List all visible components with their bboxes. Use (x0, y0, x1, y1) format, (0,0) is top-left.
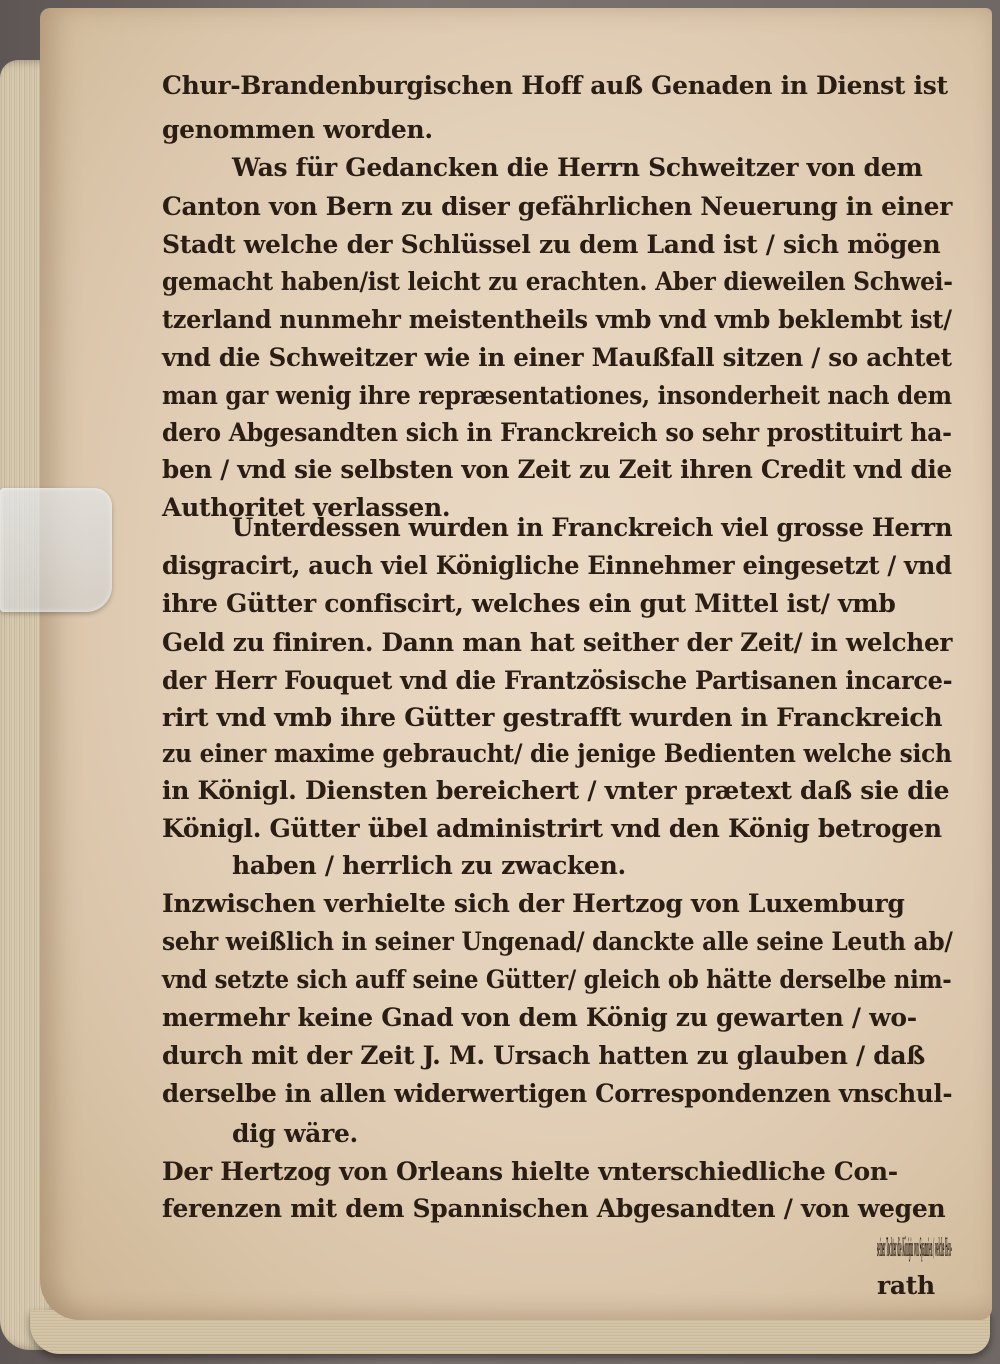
text-line: ben / vnd sie selbsten von Zeit zu Zeit ihren Credit vnd die (162, 455, 952, 484)
text-line: gemacht haben/ist leicht zu erachten. Aber dieweilen Schwei- (162, 267, 953, 296)
text-line: disgracirt, auch viel Königliche Einnehmer eingesetzt / vnd (162, 551, 952, 580)
text-line: Geld zu finiren. Dann man hat seither der Zeit/ in welcher (162, 628, 953, 657)
text-line: Was für Gedancken die Herrn Schweitzer von dem (232, 153, 923, 182)
text-line: haben / herrlich zu zwacken. (232, 851, 626, 880)
text-line: Stadt welche der Schlüssel zu dem Land ist / sich mögen (162, 230, 941, 259)
text-line: derselbe in allen widerwertigen Correspondenzen vnschul- (162, 1079, 953, 1108)
text-line: sehr weißlich in seiner Ungenad/ danckte alle seine Leuth ab/ (162, 927, 953, 956)
text-line: mermehr keine Gnad von dem König zu gewarten / wo- (162, 1003, 917, 1032)
text-line: vnd setzte sich auff seine Gütter/ gleich ob hätte derselbe nim- (162, 965, 952, 994)
text-line: Authoritet verlassen. (162, 493, 451, 522)
text-line: man gar wenig ihre repræsentationes, insonderheit nach dem (162, 381, 952, 410)
text-line: dig wäre. (232, 1119, 358, 1148)
text-line: ihre Gütter confiscirt, welches ein gut Mittel ist/ vmb (162, 589, 896, 618)
text-line: rirt vnd vmb ihre Gütter gestrafft wurden in Franckreich (162, 703, 943, 732)
text-line: Chur-Brandenburgischen Hoff auß Genaden in Dienst ist (162, 71, 948, 100)
page-marker-tab (0, 488, 112, 612)
text-line: vnd die Schweitzer wie in einer Maußfall sitzen / so achtet (162, 343, 952, 372)
text-line: durch mit der Zeit J. M. Ursach hatten zu glauben / daß (162, 1041, 925, 1070)
text-line: Der Hertzog von Orleans hielte vnterschiedliche Con- (162, 1157, 898, 1186)
text-line: Unterdessen wurden in Franckreich viel grosse Herrn (232, 513, 953, 542)
text-line: tzerland nunmehr meistentheils vmb vnd vmb beklembt ist/ (162, 305, 952, 334)
text-line: zu einer maxime gebraucht/ die jenige Bedienten welche sich (162, 739, 952, 768)
text-line: dero Abgesandten sich in Franckreich so sehr prostituirt ha- (162, 418, 952, 447)
text-line: seiner Tochter die Königin von Spannien / welche Heu- (877, 1233, 952, 1262)
text-line: Königl. Gütter übel administrirt vnd den König betrogen (162, 814, 942, 843)
text-line: Inzwischen verhielte sich der Hertzog von Luxemburg (162, 889, 905, 918)
text-line: Canton von Bern zu diser gefährlichen Neuerung in einer (162, 192, 953, 221)
text-line: der Herr Fouquet vnd die Frantzösische Partisanen incarce- (162, 666, 953, 695)
catchword: rath (877, 1271, 935, 1300)
text-line: genommen worden. (162, 115, 433, 144)
text-line: ferenzen mit dem Spannischen Abgesandten / von wegen (162, 1194, 946, 1223)
text-line: in Königl. Diensten bereichert / vnter prætext daß sie die (162, 776, 950, 805)
